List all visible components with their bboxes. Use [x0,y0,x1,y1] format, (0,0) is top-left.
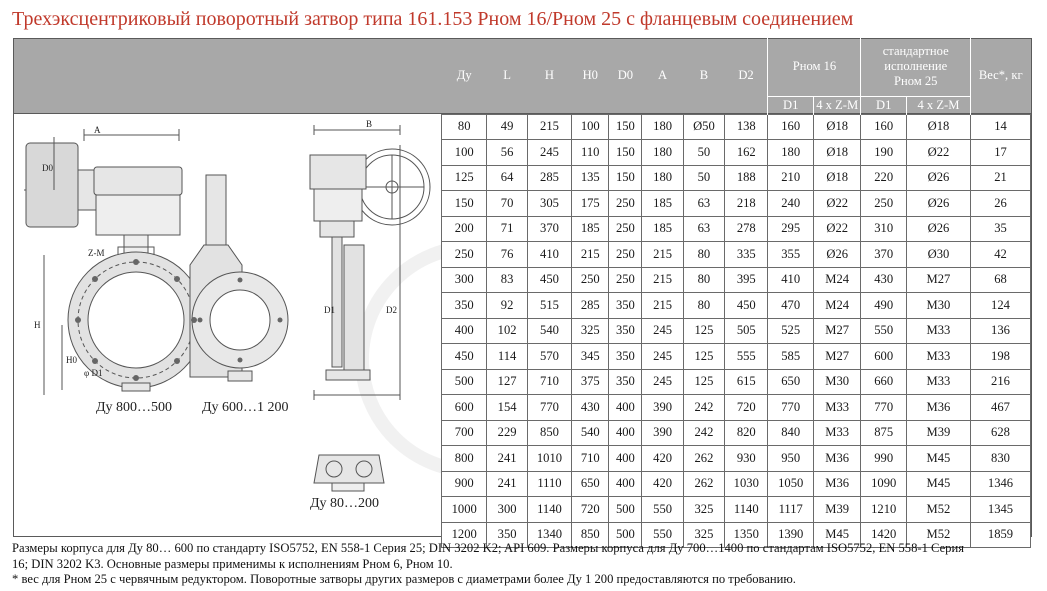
caption-dn-80-200: Ду 80…200 [310,496,380,511]
table-cell: 136 [970,318,1030,344]
table-cell: 200 [442,216,487,242]
table-cell: 250 [609,242,642,268]
table-cell: 241 [487,471,527,497]
table-cell: 430 [572,395,609,421]
table-cell: 245 [642,344,683,370]
table-cell: 335 [725,242,768,268]
table-cell: 450 [527,267,571,293]
table-cell: M30 [906,293,970,319]
table-cell: M52 [906,497,970,523]
table-cell: 240 [768,191,813,217]
col-header-a: A [658,68,668,83]
table-row [442,318,1031,344]
spec-table-header [442,38,1031,114]
table-cell: 285 [527,165,571,191]
table-cell: M36 [813,446,861,472]
table-cell: 1050 [768,471,813,497]
table-cell: 215 [642,293,683,319]
table-cell: 185 [642,191,683,217]
table-cell: Ø50 [683,114,724,140]
table-cell: 124 [970,293,1030,319]
table-cell: 840 [768,420,813,446]
table-cell: 410 [527,242,571,268]
table-cell: 229 [487,420,527,446]
table-row [442,140,1031,166]
table-cell: 650 [768,369,813,395]
table-cell: 470 [768,293,813,319]
dim-label-d0: D0 [42,163,53,173]
table-cell: 110 [572,140,609,166]
table-cell: 950 [768,446,813,472]
table-cell: 70 [487,191,527,217]
table-cell: M24 [813,293,861,319]
footnote-line-2: 16; DIN 3202 K3. Основные размеры применимы к исполнениям Pном 6, Pном 10. [12,556,453,571]
footnote-line-3: * вес для Pном 25 с червячным редуктором. Поворотные затворы других размеров с диаметрами более Ду 1 200 предоставляются по требованию. [12,572,796,586]
table-cell: 250 [572,267,609,293]
table-cell: 64 [487,165,527,191]
table-cell: 63 [683,191,724,217]
table-cell: 400 [609,420,642,446]
col-header-pn25-d1: D1 [861,96,906,114]
table-cell: 80 [683,242,724,268]
table-cell: 185 [572,216,609,242]
table-cell: 1000 [442,497,487,523]
table-cell: M39 [906,420,970,446]
table-cell: 250 [442,242,487,268]
table-cell: 700 [442,420,487,446]
table-cell: M33 [813,420,861,446]
table-row [442,446,1031,472]
table-cell: 900 [442,471,487,497]
table-cell: 262 [683,471,724,497]
table-cell: 350 [442,293,487,319]
table-cell: 242 [683,420,724,446]
table-cell: 80 [442,114,487,140]
table-cell: 1350 [725,522,768,548]
table-cell: 800 [442,446,487,472]
table-cell: 505 [725,318,768,344]
table-cell: M24 [813,267,861,293]
table-cell: 71 [487,216,527,242]
table-cell: 1345 [970,497,1030,523]
table-cell: 285 [572,293,609,319]
table-cell: 241 [487,446,527,472]
table-cell: 188 [725,165,768,191]
table-cell: 80 [683,293,724,319]
table-cell: 410 [768,267,813,293]
table-cell: 628 [970,420,1030,446]
table-cell: 550 [642,497,683,523]
table-cell: 390 [642,420,683,446]
table-cell: 830 [970,446,1030,472]
table-cell: Ø30 [906,242,970,268]
table-cell: 160 [768,114,813,140]
table-cell: 1859 [970,522,1030,548]
footnote-line-1: Размеры корпуса для Ду 80… 600 по стандарту ISO5752, EN 558-1 Серия 25; DIN 3202 K2; API 609. Размеры корпуса для Ду 700…1400 по стандартам ISO5752, EN 558-1 Серия [12,541,965,555]
table-row [442,497,1031,523]
table-cell: M33 [906,369,970,395]
table-cell: 400 [609,395,642,421]
table-cell: 278 [725,216,768,242]
table-cell: 420 [642,446,683,472]
table-cell: M52 [906,522,970,548]
table-cell: 125 [683,318,724,344]
table-cell: 245 [642,369,683,395]
table-cell: 114 [487,344,527,370]
table-cell: 820 [725,420,768,446]
table-cell: 300 [442,267,487,293]
table-cell: 250 [861,191,906,217]
table-cell: 355 [768,242,813,268]
table-cell: 68 [970,267,1030,293]
table-cell: 420 [642,471,683,497]
table-cell: 150 [609,165,642,191]
table-cell: 400 [609,471,642,497]
table-cell: 930 [725,446,768,472]
table-cell: 250 [609,216,642,242]
table-cell: 100 [442,140,487,166]
dim-label-d1: D1 [324,305,335,315]
col-header-dn: Ду [456,68,472,83]
caption-dn-600-1200: Ду 600…1 200 [202,400,289,415]
table-cell: 1210 [861,497,906,523]
table-cell: M39 [813,497,861,523]
table-cell: 50 [683,165,724,191]
table-cell: 100 [572,114,609,140]
table-cell: M45 [813,522,861,548]
pn25-line1: стандартное [882,44,949,59]
table-cell: 150 [609,140,642,166]
table-cell: 175 [572,191,609,217]
table-cell: 650 [572,471,609,497]
table-cell: 262 [683,446,724,472]
table-cell: 390 [642,395,683,421]
table-cell: 198 [970,344,1030,370]
table-cell: 50 [683,140,724,166]
table-cell: 242 [683,395,724,421]
table-cell: 720 [725,395,768,421]
table-cell: 180 [768,140,813,166]
table-cell: M36 [813,471,861,497]
table-cell: 350 [609,369,642,395]
table-cell: Ø18 [813,114,861,140]
table-cell: 325 [572,318,609,344]
table-row [442,293,1031,319]
table-cell: 63 [683,216,724,242]
dim-label-zm: Z-M [88,248,105,258]
table-cell: 850 [572,522,609,548]
table-cell: 1110 [527,471,571,497]
pn25-line2: исполнение [884,59,948,74]
table-cell: 325 [683,522,724,548]
table-cell: 35 [970,216,1030,242]
table-cell: 83 [487,267,527,293]
table-cell: 42 [970,242,1030,268]
table-cell: 990 [861,446,906,472]
caption-dn-800-500: Ду 800…500 [96,400,173,415]
table-cell: Ø22 [813,216,861,242]
table-cell: 180 [642,114,683,140]
table-row [442,471,1031,497]
table-cell: 350 [487,522,527,548]
col-header-b: B [699,68,709,83]
table-row [442,191,1031,217]
table-row [442,216,1031,242]
table-cell: 1390 [768,522,813,548]
col-group-pn16: Pном 16 [768,38,861,96]
dim-label-d2: D2 [386,305,397,315]
col-header-pn16-d1: D1 [768,96,813,114]
table-cell: 1140 [725,497,768,523]
table-cell: 125 [683,369,724,395]
table-cell: M27 [813,344,861,370]
table-cell: 770 [861,395,906,421]
table-row [442,242,1031,268]
table-cell: M36 [906,395,970,421]
table-cell: 525 [768,318,813,344]
table-cell: Ø18 [813,140,861,166]
table-cell: 17 [970,140,1030,166]
table-cell: M27 [906,267,970,293]
table-row [442,114,1031,140]
table-cell: 515 [527,293,571,319]
table-cell: 160 [861,114,906,140]
table-cell: Ø18 [906,114,970,140]
table-cell: 135 [572,165,609,191]
table-cell: 550 [861,318,906,344]
table-cell: 250 [609,267,642,293]
table-cell: 400 [609,446,642,472]
table-cell: 600 [442,395,487,421]
table-cell: 550 [642,522,683,548]
table-cell: 585 [768,344,813,370]
table-cell: M33 [813,395,861,421]
table-cell: 875 [861,420,906,446]
table-cell: 245 [527,140,571,166]
col-header-l: L [503,68,511,83]
table-cell: 26 [970,191,1030,217]
table-cell: Ø18 [813,165,861,191]
table-cell: 450 [442,344,487,370]
table-cell: 210 [768,165,813,191]
table-cell: 400 [442,318,487,344]
table-cell: 1420 [861,522,906,548]
col-header-h0: H0 [582,68,598,83]
table-cell: 710 [527,369,571,395]
table-cell: 555 [725,344,768,370]
valve-drawing [14,115,440,536]
table-cell: 162 [725,140,768,166]
table-cell: 710 [572,446,609,472]
table-cell: 1200 [442,522,487,548]
table-cell: 215 [572,242,609,268]
table-cell: 80 [683,267,724,293]
table-cell: 154 [487,395,527,421]
table-cell: 150 [609,114,642,140]
table-cell: 92 [487,293,527,319]
table-cell: 310 [861,216,906,242]
table-cell: 720 [572,497,609,523]
col-header-h: H [544,68,555,83]
col-header-pn25-zm: 4 x Z-M [906,96,970,114]
col-header-d0: D0 [617,68,634,83]
table-cell: 216 [970,369,1030,395]
table-cell: 127 [487,369,527,395]
table-cell: 370 [861,242,906,268]
table-row [442,369,1031,395]
table-cell: 56 [487,140,527,166]
table-cell: 305 [527,191,571,217]
table-cell: 1117 [768,497,813,523]
table-cell: 500 [609,497,642,523]
table-cell: 770 [768,395,813,421]
dim-label-h0: H0 [66,355,77,365]
table-row [442,395,1031,421]
table-cell: 540 [572,420,609,446]
table-cell: 125 [442,165,487,191]
table-cell: 430 [861,267,906,293]
table-cell: 345 [572,344,609,370]
table-cell: 185 [642,216,683,242]
table-cell: Ø26 [906,216,970,242]
dim-label-h: H [34,320,41,330]
table-row [442,267,1031,293]
table-cell: M30 [813,369,861,395]
table-cell: M33 [906,344,970,370]
col-header-d2: D2 [738,68,754,83]
table-cell: 350 [609,318,642,344]
valve-drawing-svg [14,115,440,536]
table-cell: 350 [609,293,642,319]
table-cell: 215 [642,267,683,293]
table-cell: 190 [861,140,906,166]
table-row [442,420,1031,446]
table-cell: 76 [487,242,527,268]
table-cell: 1140 [527,497,571,523]
footnotes [12,541,1042,588]
table-cell: 600 [861,344,906,370]
table-cell: 467 [970,395,1030,421]
table-cell: 450 [725,293,768,319]
spec-table [441,38,1031,548]
col-header-pn16-zm: 4 x Z-M [813,96,861,114]
table-cell: 540 [527,318,571,344]
table-cell: 125 [683,344,724,370]
table-cell: 570 [527,344,571,370]
col-group-pn25 [861,38,971,96]
table-cell: 375 [572,369,609,395]
spec-table-body [442,114,1031,548]
table-cell: 220 [861,165,906,191]
pn25-line3: Pном 25 [893,74,938,89]
table-cell: 660 [861,369,906,395]
table-cell: 350 [609,344,642,370]
table-cell: Ø26 [906,191,970,217]
table-cell: 1340 [527,522,571,548]
table-cell: 245 [642,318,683,344]
dim-label-b: B [366,119,373,129]
table-cell: 500 [442,369,487,395]
table-cell: 218 [725,191,768,217]
table-cell: 615 [725,369,768,395]
page-title: Трехэксцентриковый поворотный затвор типа 161.153 Pном 16/Pном 25 с фланцевым соединением [12,8,854,30]
table-cell: M33 [906,318,970,344]
table-cell: M27 [813,318,861,344]
table-row [442,344,1031,370]
table-cell: Ø22 [906,140,970,166]
table-cell: 250 [609,191,642,217]
table-cell: 150 [442,191,487,217]
table-cell: 1346 [970,471,1030,497]
table-cell: 1090 [861,471,906,497]
table-cell: 1030 [725,471,768,497]
table-cell: M45 [906,446,970,472]
table-cell: Ø26 [906,165,970,191]
table-cell: Ø26 [813,242,861,268]
table-cell: 770 [527,395,571,421]
col-header-weight: Вес*, кг [970,38,1030,114]
table-cell: 21 [970,165,1030,191]
dim-label-a: A [94,125,101,135]
table-cell: 49 [487,114,527,140]
table-cell: 325 [683,497,724,523]
table-cell: 300 [487,497,527,523]
table-cell: 14 [970,114,1030,140]
table-cell: 500 [609,522,642,548]
table-cell: 395 [725,267,768,293]
table-cell: 850 [527,420,571,446]
table-cell: M45 [906,471,970,497]
table-cell: 1010 [527,446,571,472]
table-cell: 490 [861,293,906,319]
dim-label-phi-d1: φ D1 [84,368,103,378]
table-cell: 180 [642,165,683,191]
table-cell: 215 [642,242,683,268]
table-cell: 295 [768,216,813,242]
table-row [442,165,1031,191]
table-cell: 370 [527,216,571,242]
table-cell: 215 [527,114,571,140]
table-cell: Ø22 [813,191,861,217]
table-cell: 138 [725,114,768,140]
table-cell: 102 [487,318,527,344]
table-cell: 180 [642,140,683,166]
